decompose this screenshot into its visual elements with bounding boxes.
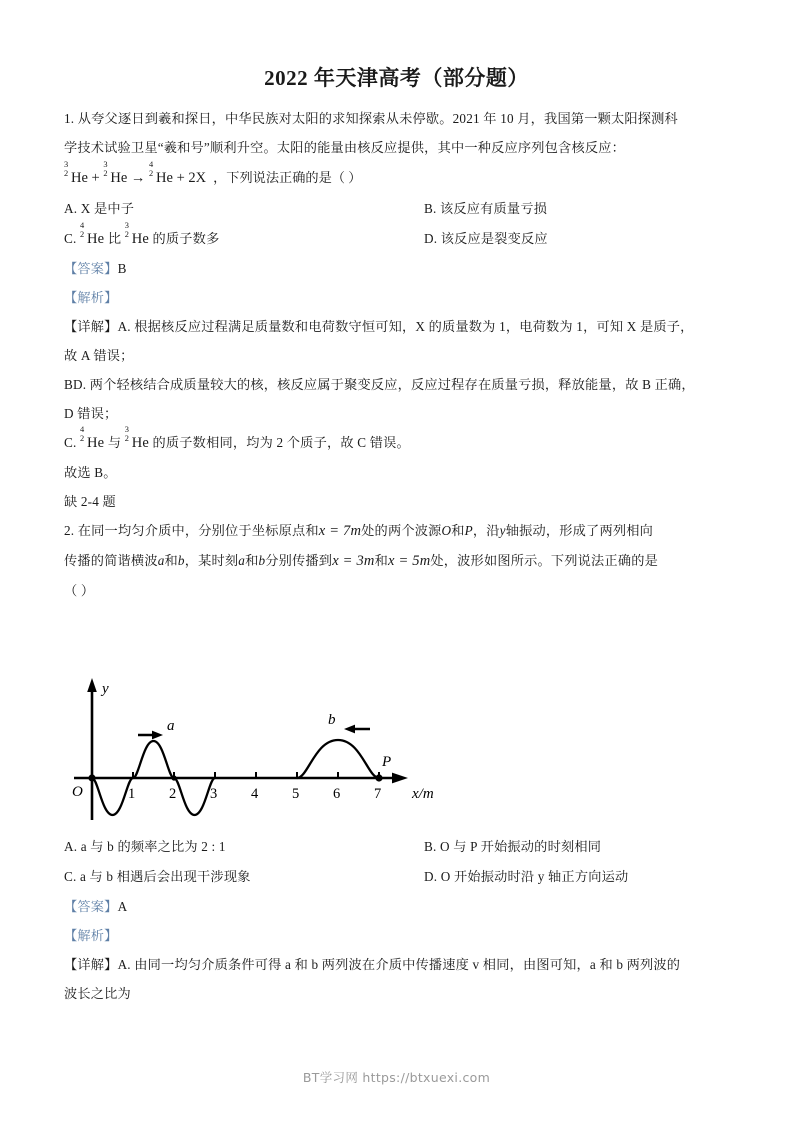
q2-wave-a-2: a	[238, 553, 246, 568]
q1-options-row-2	[64, 220, 736, 254]
q2-detail-line-2: 波长之比为	[64, 986, 131, 1001]
q1-option-d[interactable]: D. 该反应是裂变反应	[424, 231, 548, 246]
page-title: 2022 年天津高考（部分题）	[264, 66, 529, 90]
point-P-label: P	[382, 754, 392, 770]
q1-detail-c-suffix: 的质子数相同，均为 2 个质子，故 C 错误。	[152, 435, 410, 450]
q1-detail-line-1	[64, 312, 736, 341]
y-axis-arrow	[87, 678, 97, 692]
q2-stem-line-1	[64, 516, 736, 546]
q1-stem-line-1: 1. 从夸父逐日到羲和探日，中华民族对太阳的求知探索从未停歇。2021 年 10 月，我国第一颗太阳探测科	[64, 111, 678, 126]
nuclide-he4: 4 2 He	[149, 159, 173, 186]
x-axis-label: x/m	[412, 786, 434, 802]
q2-analysis-line	[64, 921, 736, 950]
missing-questions-note: 缺 2-4 题	[64, 494, 116, 509]
q1-option-b[interactable]: B. 该反应有质量亏损	[424, 201, 548, 216]
q1-detail-label: 【详解】	[64, 319, 118, 334]
q2-axis-y: y	[499, 523, 506, 538]
q2-analysis-label: 【解析】	[64, 928, 118, 943]
x-tick-label-5: 5	[292, 786, 300, 802]
q1-detail-c-prefix: C.	[64, 435, 77, 450]
x-tick-label-1: 1	[128, 786, 136, 802]
x-tick-label-4: 4	[251, 786, 259, 802]
q2-math-x5m: x = 5m	[387, 553, 431, 569]
q1-analysis-line	[64, 283, 736, 312]
q2-math-x7m: x = 7m	[318, 523, 362, 539]
q1-option-c-mid: 比	[107, 231, 122, 246]
q2-stem-e: 轴振动，形成了两列相向	[505, 523, 653, 538]
q2-option-c[interactable]: C. a 与 b 相遇后会出现干涉现象	[64, 869, 251, 884]
q2-stem-2a: 传播的简谐横波	[64, 553, 158, 568]
q1-formula-tail: ，下列说法正确的是（ ）	[213, 170, 362, 185]
q1-conclusion: 故选 B。	[64, 465, 117, 480]
q1-detail-c-line	[64, 424, 736, 458]
wave-b-direction-arrow-head	[344, 725, 355, 734]
nuclide-he3-detail-c: 3 2 He	[124, 424, 150, 451]
q1-options-row-1	[64, 194, 736, 224]
nuclide-he3-b: 3 2 He	[103, 159, 128, 186]
q2-options-row-1	[64, 832, 736, 862]
q2-answer-block	[64, 832, 736, 1008]
site-watermark: BT学习网 https://btxuexi.com	[302, 1070, 491, 1085]
x-tick-label-6: 6	[333, 786, 341, 802]
q1-detail-text-1: A. 根据核反应过程满足质量数和电荷数守恒可知，X 的质量数为 1，电荷数为 1，可知 X 是质子，	[117, 319, 694, 334]
q1-answer-line	[64, 254, 736, 283]
wave-b-label: b	[328, 712, 336, 728]
operator-arrow: →	[130, 170, 146, 186]
x-tick-label-2: 2	[169, 786, 177, 802]
q2-stem-2d: 和	[245, 553, 259, 568]
term-2x: 2X	[188, 170, 207, 186]
wave-diagram	[64, 672, 464, 830]
origin-label: O	[72, 784, 83, 800]
q2-stem-2e: 分别传播到	[265, 553, 333, 568]
q2-math-x3m: x = 3m	[332, 553, 375, 569]
q1-analysis-label: 【解析】	[64, 290, 118, 305]
q2-answer-label: 【答案】	[64, 899, 118, 914]
q2-detail-label: 【详解】	[64, 957, 118, 972]
q2-stem-line-2	[64, 546, 736, 576]
q2-answer-value: A	[117, 899, 128, 914]
q2-stem-2g: 处，波形如图所示。下列说法正确的是	[430, 553, 658, 568]
y-axis-label: y	[102, 681, 109, 697]
q2-stem-b: 处的两个波源	[361, 523, 442, 538]
q1-nuclear-equation	[64, 159, 736, 194]
q2-wave-b-1: b	[177, 553, 185, 568]
nuclear-formula	[64, 159, 207, 194]
q2-detail-text-1: A. 由同一均匀介质条件可得 a 和 b 两列波在介质中传播速度 v 相同，由图可知，a 和 b 两列波的	[117, 957, 681, 972]
q1-detail-bd-line-2: D 错误；	[64, 406, 118, 421]
q2-answer-line	[64, 892, 736, 921]
wave-a-label: a	[167, 718, 175, 734]
q1-detail-line-2: 故 A 错误；	[64, 348, 134, 363]
q2-option-b[interactable]: B. O 与 P 开始振动的时刻相同	[424, 839, 602, 854]
nuclide-he3-opt-c: 3 2 He	[124, 220, 150, 247]
wave-a-zero-dot	[171, 775, 176, 780]
x-tick-label-3: 3	[210, 786, 218, 802]
q2-stem-2c: ，某时刻	[184, 553, 239, 568]
q1-detail-c-mid: 与	[107, 435, 122, 450]
q2-wave-a-1: a	[157, 553, 165, 568]
q2-stem-c: 和	[451, 523, 465, 538]
q2-option-a[interactable]: A. a 与 b 的频率之比为 2 : 1	[64, 839, 226, 854]
q2-stem-a: 2. 在同一均匀介质中，分别位于坐标原点和	[64, 523, 319, 538]
q2-options-row-2	[64, 862, 736, 892]
q1-answer-label: 【答案】	[64, 261, 118, 276]
q2-stem-2f: 和	[374, 553, 388, 568]
q1-option-c-prefix: C.	[64, 231, 77, 246]
origin-point-O	[88, 774, 95, 781]
q2-stem-d: ，沿	[472, 523, 500, 538]
q2-option-d[interactable]: D. O 开始振动时沿 y 轴正方向运动	[424, 869, 629, 884]
q2-source-O: O	[441, 523, 452, 538]
document-body	[64, 104, 736, 605]
q1-option-c[interactable]	[64, 220, 424, 254]
q1-stem-line-2: 学技术试验卫星“羲和号”顺利升空。太阳的能量由核反应提供，其中一种反应序列包含核反应：	[64, 140, 625, 155]
wave-a-direction-arrow-head	[152, 731, 163, 740]
q2-wave-b-2: b	[258, 553, 266, 568]
q2-source-P: P	[464, 523, 473, 538]
nuclide-he3-a: 3 2 He	[64, 159, 88, 186]
point-P-marker	[375, 774, 382, 781]
q1-option-a[interactable]: A. X 是中子	[64, 201, 135, 216]
operator-plus-1: +	[91, 170, 100, 186]
q1-detail-bd-line-1: BD. 两个轻核结合成质量较大的核，核反应属于聚变反应，反应过程存在质量亏损，释放能量，故 B 正确，	[64, 377, 695, 392]
q2-stem-2b: 和	[164, 553, 178, 568]
nuclide-he4-opt-c: 4 2 He	[80, 220, 105, 247]
q1-answer-value: B	[117, 261, 127, 276]
nuclide-he4-detail-c: 4 2 He	[80, 424, 105, 451]
operator-plus-2: +	[176, 170, 185, 186]
q2-detail-line-1	[64, 950, 736, 979]
x-tick-label-7: 7	[374, 786, 382, 802]
x-axis-arrow	[392, 773, 408, 784]
q2-stem-line-3: （ ）	[64, 583, 95, 598]
q1-option-c-suffix: 的质子数多	[152, 231, 220, 246]
